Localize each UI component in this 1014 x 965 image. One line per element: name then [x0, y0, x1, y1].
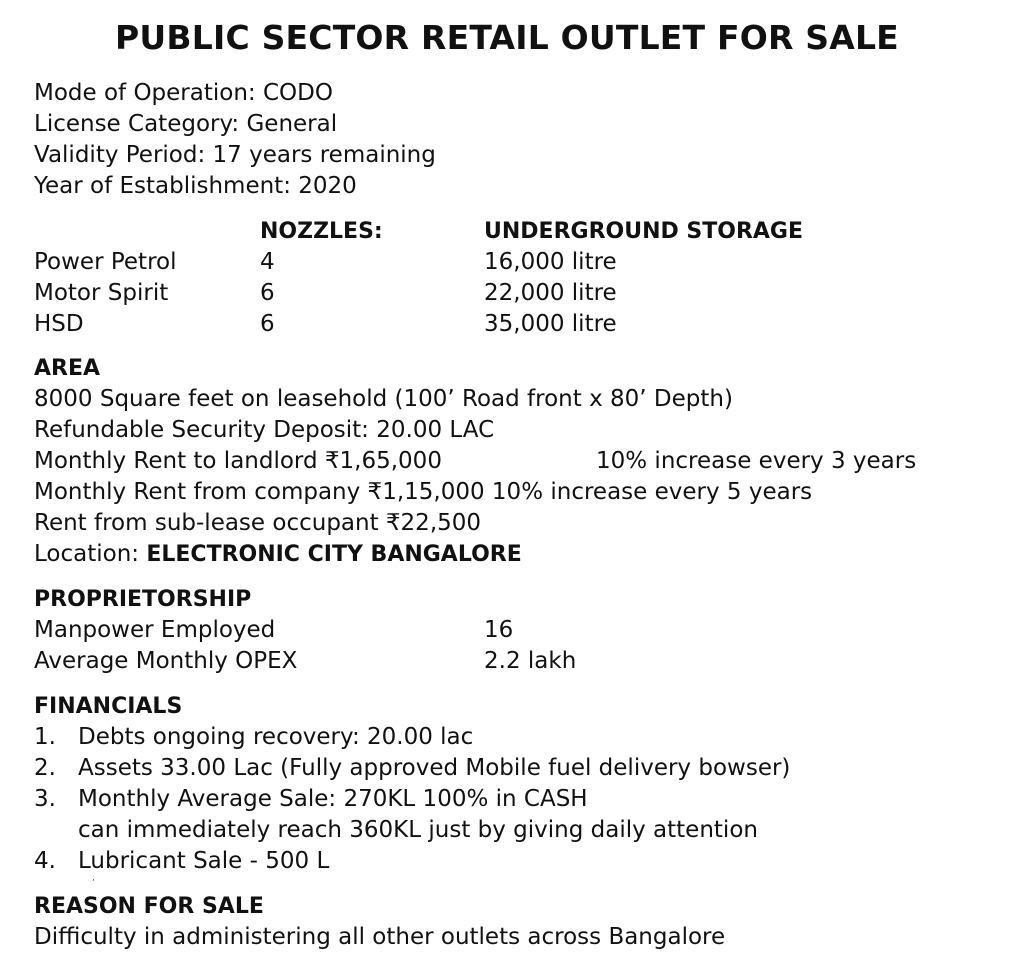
storage-capacity: 35,000 litre [484, 311, 617, 337]
reason-text: Difficulty in administering all other outlets across Bangalore [34, 924, 726, 950]
company-rent: Monthly Rent from company ₹1,15,000 10% increase every 5 years [34, 479, 813, 505]
list-text: Debts ongoing recovery: 20.00 lac [78, 724, 474, 750]
col-underground-storage: UNDERGROUND STORAGE [484, 219, 804, 244]
sublease-rent: Rent from sub-lease occupant ₹22,500 [34, 510, 482, 536]
validity-period: Validity Period: 17 years remaining [34, 142, 436, 168]
reason-heading: REASON FOR SALE [34, 894, 264, 919]
list-text: Monthly Average Sale: 270KL 100% in CASH [78, 786, 588, 812]
location-value: ELECTRONIC CITY BANGALORE [146, 542, 522, 567]
year-of-establishment: Year of Establishment: 2020 [34, 173, 357, 199]
financials-heading: FINANCIALS [34, 694, 183, 719]
fuel-name: Motor Spirit [34, 280, 169, 306]
manpower-value: 16 [484, 617, 514, 643]
list-number: 4. [34, 848, 56, 874]
page-title: PUBLIC SECTOR RETAIL OUTLET FOR SALE [115, 18, 899, 57]
location [34, 539, 522, 570]
security-deposit: Refundable Security Deposit: 20.00 LAC [34, 417, 495, 443]
storage-capacity: 22,000 litre [484, 280, 617, 306]
license-category: License Category: General [34, 111, 338, 137]
opex-label: Average Monthly OPEX [34, 648, 298, 674]
storage-capacity: 16,000 litre [484, 249, 617, 275]
proprietorship-heading: PROPRIETORSHIP [34, 587, 252, 612]
area-heading: AREA [34, 356, 101, 381]
list-text: Lubricant Sale - 500 L [78, 848, 330, 874]
fuel-name: Power Petrol [34, 249, 177, 275]
nozzle-count: 4 [260, 249, 275, 275]
location-label: Location: [34, 541, 147, 567]
stray-mark: ʼ [92, 878, 95, 887]
opex-value: 2.2 lakh [484, 648, 577, 674]
fuel-name: HSD [34, 311, 84, 337]
list-text: Assets 33.00 Lac (Fully approved Mobile fuel delivery bowser) [78, 755, 791, 781]
nozzle-count: 6 [260, 311, 275, 337]
area-size: 8000 Square feet on leasehold (100’ Road front x 80’ Depth) [34, 386, 733, 412]
col-nozzles: NOZZLES: [260, 219, 383, 244]
nozzle-count: 6 [260, 280, 275, 306]
manpower-label: Manpower Employed [34, 617, 276, 643]
list-text: can immediately reach 360KL just by giving daily attention [78, 817, 758, 843]
list-number: 3. [34, 786, 56, 812]
landlord-rent-increase: 10% increase every 3 years [596, 448, 917, 474]
list-number: 2. [34, 755, 56, 781]
mode-of-operation: Mode of Operation: CODO [34, 80, 333, 106]
landlord-rent: Monthly Rent to landlord ₹1,65,000 [34, 448, 442, 474]
list-number: 1. [34, 724, 56, 750]
